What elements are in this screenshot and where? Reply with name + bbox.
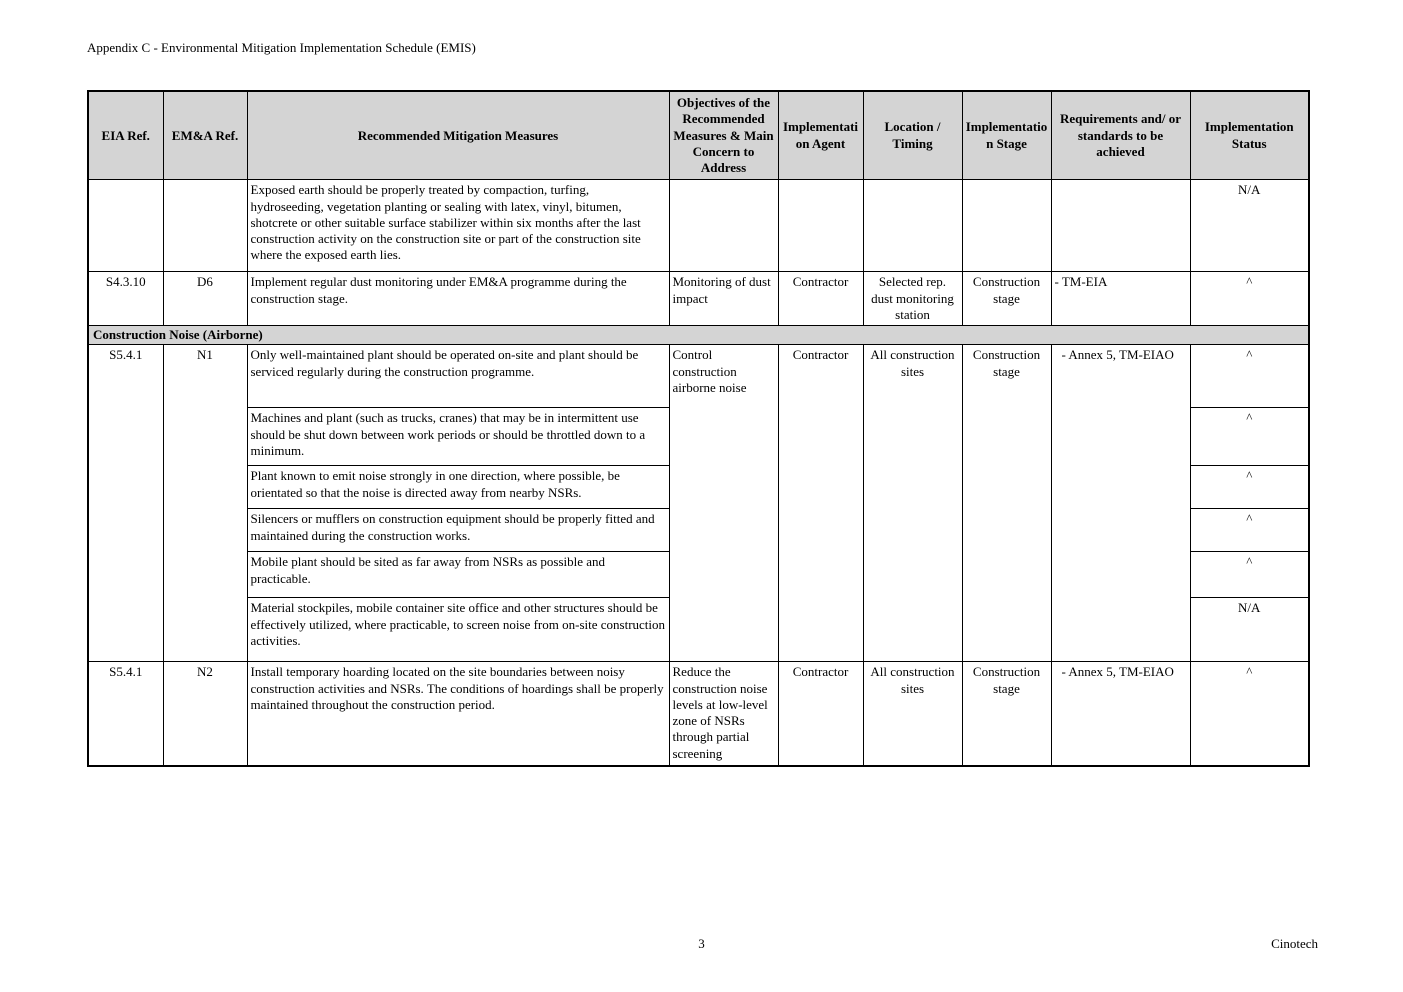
cell-stage: Construction stage [962,662,1051,766]
emis-table [87,90,1310,767]
col-header-stage: Implementation Stage [962,91,1051,180]
col-header-ema-ref: EM&A Ref. [163,91,247,180]
cell-agent: Contractor [778,662,863,766]
cell-status: ^ [1190,408,1309,466]
table-row [88,272,1309,326]
cell-agent: Contractor [778,272,863,326]
section-header-row [88,326,1309,345]
cell-status: N/A [1190,598,1309,662]
cell-status: ^ [1190,552,1309,598]
cell-requirements [1051,180,1190,272]
cell-requirements: - Annex 5, TM-EIAO [1051,662,1190,766]
cell-status: ^ [1190,345,1309,408]
cell-location: All construction sites [863,345,962,662]
cell-measure: Plant known to emit noise strongly in one direction, where possible, be orientated so that the noise is directed away from nearby NSRs. [247,466,669,509]
cell-measure: Machines and plant (such as trucks, cranes) that may be in intermittent use should be shut down between work periods or should be throttled down to a minimum. [247,408,669,466]
page-number: 3 [698,936,705,951]
col-header-eia-ref: EIA Ref. [88,91,163,180]
cell-ema-ref: D6 [163,272,247,326]
cell-requirements: - TM-EIA [1051,272,1190,326]
cell-ema-ref: N1 [163,345,247,662]
col-header-measures: Recommended Mitigation Measures [247,91,669,180]
cell-stage: Construction stage [962,272,1051,326]
cell-measure: Implement regular dust monitoring under EM&A programme during the construction stage. [247,272,669,326]
table-row [88,180,1309,272]
col-header-requirements: Requirements and/ or standards to be achieved [1051,91,1190,180]
cell-status: ^ [1190,466,1309,509]
cell-status: ^ [1190,509,1309,552]
section-header-label: Construction Noise (Airborne) [88,326,1309,345]
cell-status: N/A [1190,180,1309,272]
cell-status: ^ [1190,662,1309,766]
cell-objective: Monitoring of dust impact [669,272,778,326]
cell-agent: Contractor [778,345,863,662]
cell-stage: Construction stage [962,345,1051,662]
col-header-objectives: Objectives of the Recommended Measures & Main Concern to Address [669,91,778,180]
cell-objective [669,180,778,272]
col-header-agent: Implementation Agent [778,91,863,180]
cell-eia-ref: S4.3.10 [88,272,163,326]
cell-location: All construction sites [863,662,962,766]
cell-ema-ref: N2 [163,662,247,766]
col-header-location: Location / Timing [863,91,962,180]
cell-requirements: - Annex 5, TM-EIAO [1051,345,1190,662]
cell-ema-ref [163,180,247,272]
col-header-status: Implementation Status [1190,91,1309,180]
cell-stage [962,180,1051,272]
cell-location [863,180,962,272]
table-header-row [88,91,1309,180]
cell-eia-ref [88,180,163,272]
table-row [88,345,1309,408]
document-title: Appendix C - Environmental Mitigation Implementation Schedule (EMIS) [87,40,476,55]
cell-measure: Material stockpiles, mobile container site office and other structures should be effectively utilized, where practicable, to screen noise from on-site construction activities. [247,598,669,662]
cell-measure: Mobile plant should be sited as far away from NSRs as possible and practicable. [247,552,669,598]
cell-eia-ref: S5.4.1 [88,662,163,766]
cell-measure: Only well-maintained plant should be operated on-site and plant should be serviced regularly during the construction programme. [247,345,669,408]
cell-measure: Exposed earth should be properly treated by compaction, turfing, hydroseeding, vegetation planting or sealing with latex, vinyl, bitumen, shotcrete or other suitable surface stabilizer within six months after the last construction activity on the construction site or part of the construction site where the exposed earth lies. [247,180,669,272]
cell-objective: Control construction airborne noise [669,345,778,662]
cell-eia-ref: S5.4.1 [88,345,163,662]
cell-location: Selected rep. dust monitoring station [863,272,962,326]
cell-measure: Install temporary hoarding located on the site boundaries between noisy construction activities and NSRs. The conditions of hoardings shall be properly maintained throughout the construction period. [247,662,669,766]
footer-company: Cinotech [1271,936,1318,951]
cell-measure: Silencers or mufflers on construction equipment should be properly fitted and maintained during the construction works. [247,509,669,552]
table-row [88,662,1309,766]
cell-status: ^ [1190,272,1309,326]
cell-objective: Reduce the construction noise levels at low-level zone of NSRs through partial screening [669,662,778,766]
cell-agent [778,180,863,272]
